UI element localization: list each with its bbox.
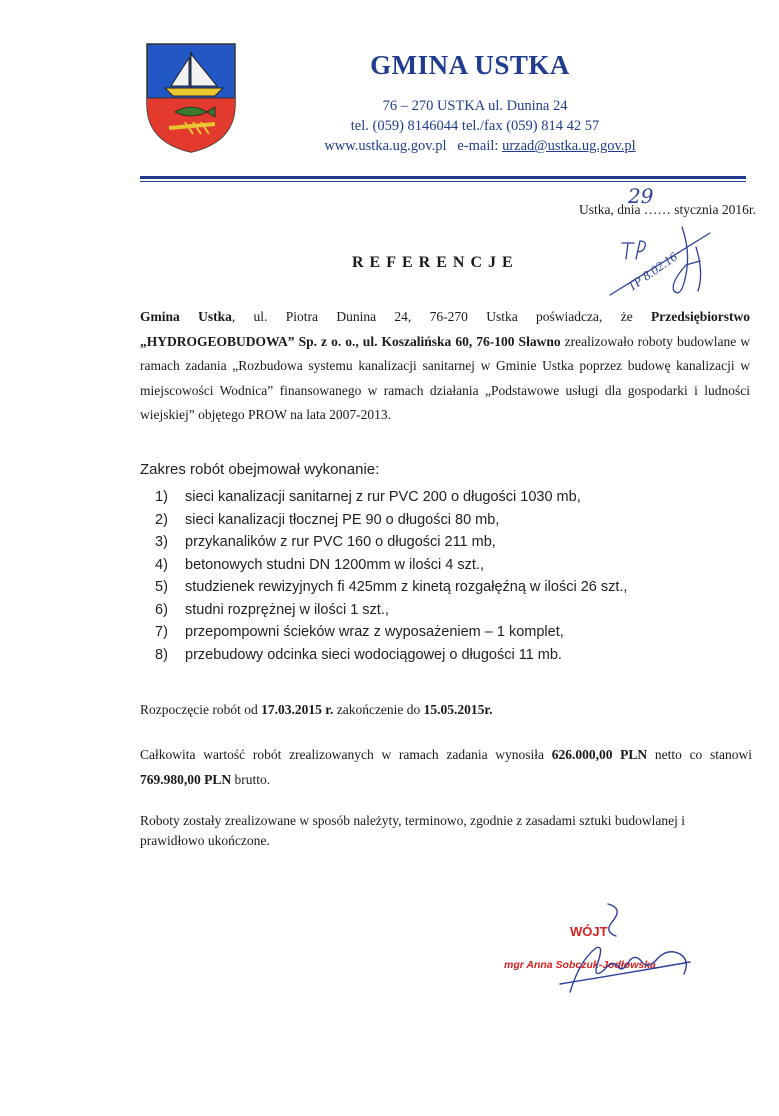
scope-title: Zakres robót obejmował wykonanie:	[140, 461, 380, 478]
phone-line: tel. (059) 8146044 tel./fax (059) 814 42 57	[350, 118, 600, 134]
date-prefix: Ustka, dnia	[579, 202, 641, 217]
paragraph-text-1: , ul. Piotra Dunina 24, 76-270 Ustka poświadcza, że	[231, 309, 652, 324]
work-value: Całkowita wartość robót zrealizowanych w ramach zadania wynosiła 626.000,00 PLN netto co stanowi 769.980,00 PLN brutto.	[140, 747, 753, 787]
signature-stamp	[500, 900, 700, 1000]
org-bold: Gmina Ustka	[140, 309, 232, 324]
list-item: 4) betonowych studni DN 1200mm w ilości 4 szt.,	[155, 556, 484, 573]
date-dots: ……	[643, 202, 671, 217]
email-link[interactable]: urzad@ustka.ug.gov.pl	[502, 138, 636, 154]
coat-of-arms-logo	[145, 42, 237, 154]
stamp-text: TP 8.02.16	[624, 248, 680, 294]
closing-statement: Roboty zostały zrealizowane w sposób należyty, terminowo, zgodnie z zasadami sztuki budowlanej i prawidłowo ukończone.	[140, 813, 685, 848]
list-item: 6) studni rozprężnej w ilości 1 szt.,	[155, 601, 389, 618]
website-link[interactable]: www.ustka.ug.gov.pl	[324, 138, 447, 154]
handwritten-day: 29	[628, 184, 654, 208]
end-date: 15.05.2015r.	[423, 702, 493, 717]
handwritten-receipt-mark	[600, 225, 720, 305]
document-title: REFERENCJE	[352, 254, 519, 271]
list-item: 7) przepompowni ścieków wraz z wyposażeniem – 1 komplet,	[155, 624, 564, 640]
header-divider-thin	[140, 181, 746, 182]
list-item: 5) studzienek rewizyjnych fi 425mm z kinetą rozgałęźną w ilości 26 szt.,	[155, 579, 628, 595]
list-item: 1) sieci kanalizacji sanitarnej z rur PVC 200 o długości 1030 mb,	[155, 489, 581, 505]
document-date	[520, 202, 756, 218]
date-suffix: stycznia 2016r.	[674, 202, 756, 217]
work-dates: Rozpoczęcie robót od 17.03.2015 r. zakończenie do 15.05.2015r.	[140, 702, 493, 717]
company-bold: Przedsiębiorstwo „HYDROGEOBUDOWA” Sp. z o. o., ul. Koszalińska 60, 76-100 Sławno	[140, 309, 750, 349]
net-value: 626.000,00 PLN	[551, 747, 648, 762]
signature-name: mgr Anna Sobczuk-Jodłowska	[504, 959, 656, 971]
gross-value: 769.980,00 PLN	[140, 771, 232, 787]
list-item: 8) przebudowy odcinka sieci wodociągowej o długości 11 mb.	[155, 646, 562, 663]
scope-list	[155, 486, 755, 666]
signature-role: WÓJT	[570, 924, 608, 939]
header-divider	[140, 176, 746, 179]
list-item: 2) sieci kanalizacji tłocznej PE 90 o długości 80 mb,	[155, 511, 500, 528]
paragraph-text-2: zrealizowało roboty budowlane w ramach zadania „Rozbudowa systemu kanalizacji sanitarnej w Gminie Ustka poprzez budowę kanalizacji w miejscowości Wodnica” finansowanego w ramach działania „Podstawowe usługi dla gospodarki i ludności wiejskiej” objętego PROW na lata 2007-2013.	[140, 333, 750, 422]
address-line: 76 – 270 USTKA ul. Dunina 24	[382, 98, 568, 114]
main-paragraph	[140, 305, 750, 428]
list-item: 3) przykanalików z rur PVC 160 o długości 211 mb,	[155, 534, 496, 550]
email-label: e-mail:	[457, 138, 499, 154]
contact-line	[270, 138, 690, 155]
start-date: 17.03.2015 r.	[261, 702, 334, 717]
organization-name: GMINA USTKA	[370, 50, 570, 80]
